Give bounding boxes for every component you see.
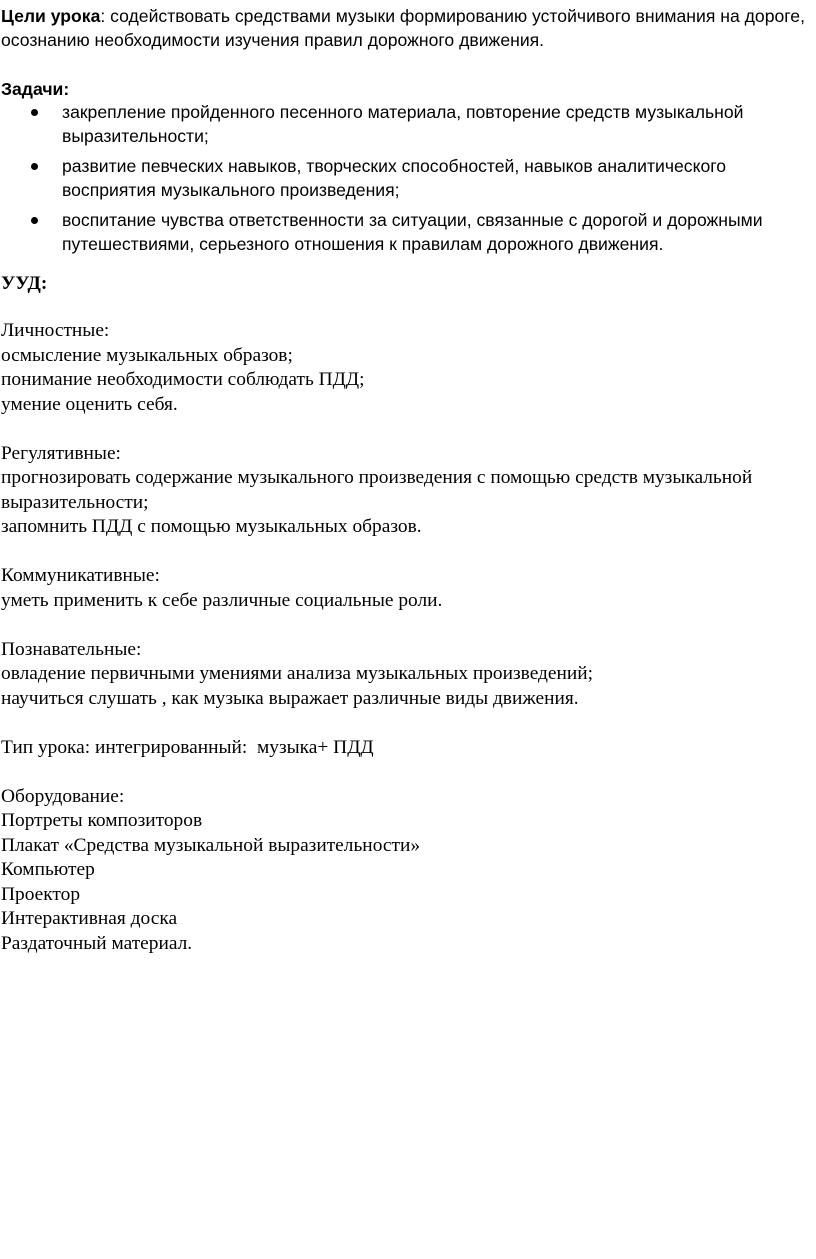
equipment-item: Проектор (1, 883, 81, 905)
personal-line: понимание необходимости соблюдать ПДД; (1, 369, 365, 390)
task-item (0, 154, 816, 202)
bullet-icon (31, 109, 38, 116)
lesson-goals-text: : содействовать средствами музыки формированию устойчивого внимания на дороге, осознанию необходимости изучения правил дорожного движения. (1, 6, 805, 50)
tasks-heading: Задачи: (1, 79, 70, 99)
task-item-text: закрепление пройденного песенного материала, повторение средств музыкальной выразительности; (62, 102, 744, 146)
task-item (0, 208, 816, 256)
equipment-item: Интерактивная доска (1, 908, 178, 929)
section-title-cognitive: Познавательные: (1, 638, 142, 660)
section-title-communicative: Коммуникативные: (1, 565, 160, 586)
cognitive-line: овладение первичными умениями анализа музыкальных произведений; (1, 663, 594, 684)
personal-section (1, 319, 816, 417)
equipment-item: Компьютер (1, 859, 95, 880)
section-title-regulative: Регулятивные: (1, 442, 121, 464)
bullet-icon (31, 217, 38, 224)
personal-line: умение оценить себя. (1, 393, 178, 415)
uud-body (1, 319, 816, 981)
lesson-goals-label: Цели урока (1, 6, 101, 26)
personal-line: осмысление музыкальных образов; (1, 344, 293, 366)
regulative-line: прогнозировать содержание музыкального произведения с помощью средств музыкальной выразительности; (1, 467, 753, 513)
equipment-section (1, 785, 816, 957)
communicative-line: уметь применить к себе различные социальные роли. (1, 589, 443, 611)
lesson-type: Тип урока: интегрированный: музыка+ ПДД (1, 736, 374, 758)
regulative-line: запомнить ПДД с помощью музыкальных образов. (1, 516, 422, 537)
regulative-section (1, 442, 816, 540)
section-title-equipment: Оборудование: (1, 785, 125, 807)
cognitive-section (1, 638, 816, 712)
section-title-personal: Личностные: (1, 320, 110, 341)
tasks-list (0, 100, 816, 262)
equipment-item: Раздаточный материал. (1, 932, 193, 954)
lesson-goals-paragraph (1, 4, 813, 52)
equipment-item: Плакат «Средства музыкальной выразительности» (1, 834, 421, 856)
lesson-type-section (1, 736, 816, 761)
task-item-text: воспитание чувства ответственности за ситуации, связанные с дорогой и дорожными путешествиями, серьезного отношения к правилам дорожного движения. (62, 210, 763, 254)
task-item (0, 100, 816, 148)
bullet-icon (31, 163, 38, 170)
equipment-item: Портреты композиторов (1, 810, 203, 831)
uud-heading: УУД: (1, 273, 48, 294)
task-item-text: развитие певческих навыков, творческих способностей, навыков аналитического восприятия музыкального произведения; (62, 156, 727, 200)
cognitive-line: научиться слушать , как музыка выражает различные виды движения. (1, 687, 579, 709)
communicative-section (1, 564, 816, 613)
